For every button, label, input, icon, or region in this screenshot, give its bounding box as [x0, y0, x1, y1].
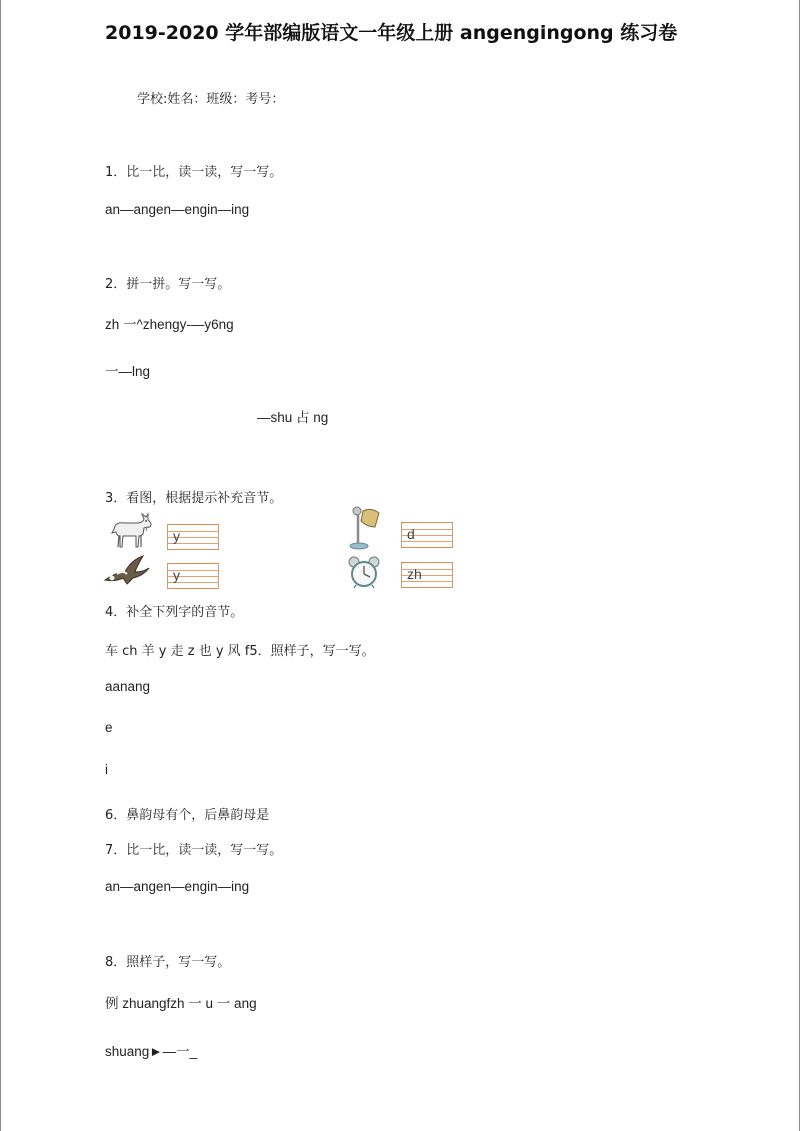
goat-icon [107, 512, 153, 550]
question-6-prompt: 6．鼻韵母有个，后鼻韵母是 [105, 808, 270, 823]
pinyin-box-lamp[interactable] [401, 522, 453, 548]
question-1-prompt: 1．比一比，读一读，写一写。 [105, 165, 283, 180]
question-2-line-2: 一—lng [105, 364, 151, 379]
eagle-icon [103, 554, 151, 588]
page-title: 2019-2020 学年部编版语文一年级上册 angengingong 练习卷 [105, 22, 678, 44]
question-5-line-1: aanang [105, 679, 151, 694]
pinyin-box-eagle[interactable] [167, 563, 219, 589]
question-2-line-1: zh 一^zhengy-—y6ng [105, 317, 234, 332]
question-2-prompt: 2．拼一拼。写一写。 [105, 277, 231, 292]
lamp-icon [349, 505, 385, 551]
question-8-line-1: 例 zhuangfzh 一 u 一 ang [105, 996, 257, 1011]
question-2-line-3: —shu 占 ng [257, 410, 329, 425]
student-info-line: 学校:姓名：班级：考号： [137, 92, 285, 107]
pinyin-hint-clock: zh [407, 566, 422, 582]
question-1-line: an—angen—engin—ing [105, 202, 250, 217]
pinyin-hint-eagle: y [173, 567, 180, 583]
question-7-prompt: 7．比一比，读一读，写一写。 [105, 843, 283, 858]
pinyin-box-clock[interactable] [401, 562, 453, 588]
pinyin-hint-goat: y [173, 528, 180, 544]
question-8-prompt: 8．照样子，写一写。 [105, 955, 231, 970]
question-8-line-2: shuang►—一_ [105, 1044, 198, 1059]
question-3-prompt: 3．看图，根据提示补充音节。 [105, 491, 283, 506]
question-4-prompt: 4．补全下列字的音节。 [105, 605, 244, 620]
question-5-line-2: e [105, 720, 113, 735]
alarm-clock-icon [347, 555, 381, 589]
question-7-line: an—angen—engin—ing [105, 879, 250, 894]
pinyin-hint-lamp: d [407, 526, 415, 542]
pinyin-box-goat[interactable] [167, 524, 219, 550]
question-4-line: 车 ch 羊 y 走 z 也 y 风 f5．照样子，写一写。 [105, 644, 375, 659]
question-5-line-3: i [105, 762, 108, 777]
